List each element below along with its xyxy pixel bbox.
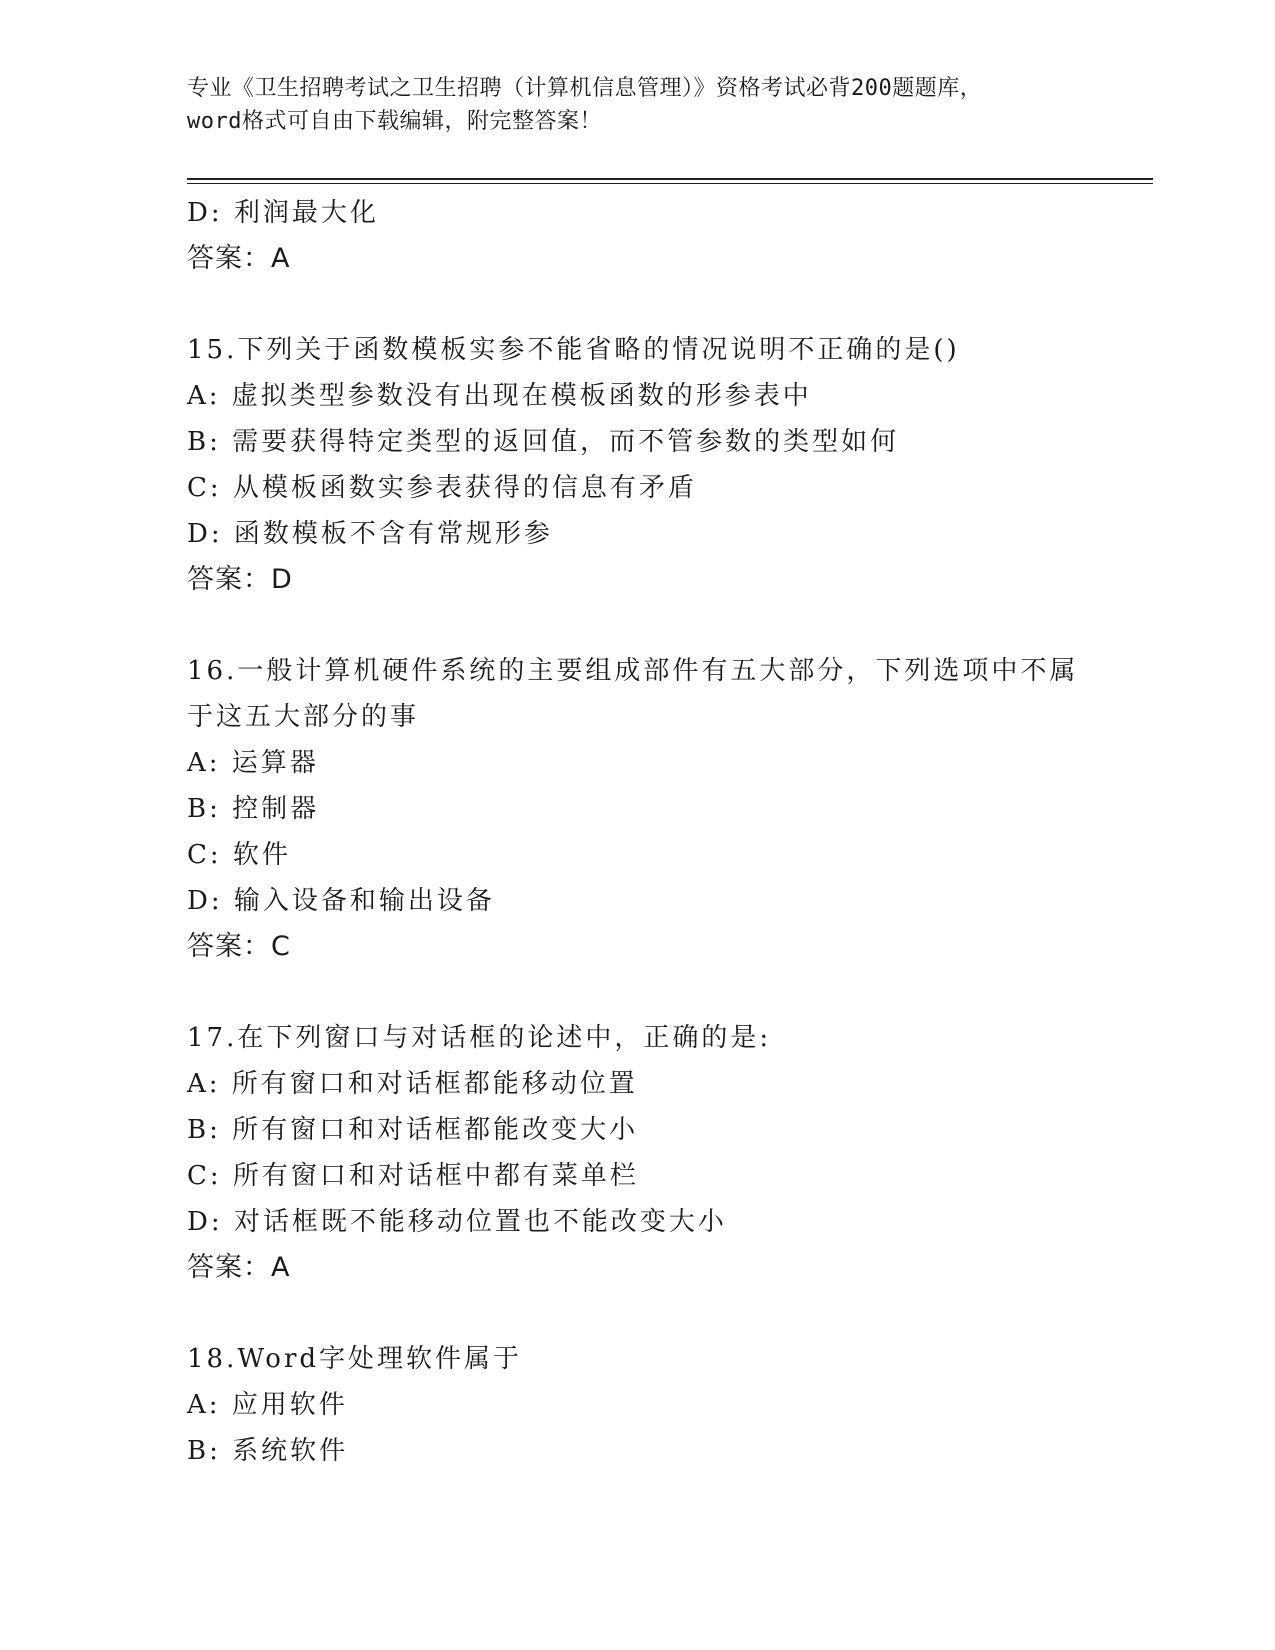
option-line: D: 利润最大化	[187, 198, 379, 228]
question-15	[187, 327, 1147, 603]
option-line: D: 对话框既不能移动位置也不能改变大小	[187, 1207, 727, 1237]
option-line: C: 从模板函数实参表获得的信息有矛盾	[187, 473, 697, 503]
option-line: A: 所有窗口和对话框都能移动位置	[187, 1069, 638, 1099]
option-line: A: 运算器	[187, 748, 319, 778]
header-line-2: word格式可自由下载编辑，附完整答案！	[187, 109, 602, 134]
header-divider-thin	[187, 183, 1153, 184]
document-header	[187, 72, 1087, 138]
option-line: C: 所有窗口和对话框中都有菜单栏	[187, 1161, 639, 1191]
question-stem-continued: 于这五大部分的事	[187, 702, 420, 732]
option-line: C: 软件	[187, 840, 291, 870]
header-line-1: 专业《卫生招聘考试之卫生招聘（计算机信息管理）》资格考试必背200题题库，	[187, 76, 983, 101]
option-line: B: 控制器	[187, 794, 320, 824]
question-16	[187, 648, 1147, 970]
option-line: A: 虚拟类型参数没有出现在模板函数的形参表中	[187, 381, 812, 411]
option-line: B: 系统软件	[187, 1436, 349, 1466]
question-gap	[187, 282, 1147, 327]
question-17	[187, 1015, 1147, 1291]
option-line: A: 应用软件	[187, 1390, 348, 1420]
option-line: B: 需要获得特定类型的返回值，而不管参数的类型如何	[187, 427, 900, 457]
header-divider-thick	[187, 178, 1153, 180]
question-stem: 17.在下列窗口与对话框的论述中，正确的是:	[187, 1023, 772, 1053]
answer-line: 答案：A	[187, 243, 291, 274]
question-stem: 15.下列关于函数模板实参不能省略的情况说明不正确的是()	[187, 335, 960, 365]
answer-line: 答案：D	[187, 564, 293, 595]
question-stem: 18.Word字处理软件属于	[187, 1344, 523, 1374]
option-line: D: 输入设备和输出设备	[187, 886, 495, 916]
question-gap	[187, 603, 1147, 648]
question-18	[187, 1336, 1147, 1474]
option-line: B: 所有窗口和对话框都能改变大小	[187, 1115, 639, 1145]
question-gap	[187, 970, 1147, 1015]
answer-line: 答案：A	[187, 1252, 291, 1283]
question-content	[187, 190, 1147, 1474]
question-stem: 16.一般计算机硬件系统的主要组成部件有五大部分，下列选项中不属	[187, 656, 1079, 686]
question-14-tail	[187, 190, 1147, 282]
question-gap	[187, 1291, 1147, 1336]
option-line: D: 函数模板不含有常规形参	[187, 519, 553, 549]
answer-line: 答案：C	[187, 931, 291, 962]
